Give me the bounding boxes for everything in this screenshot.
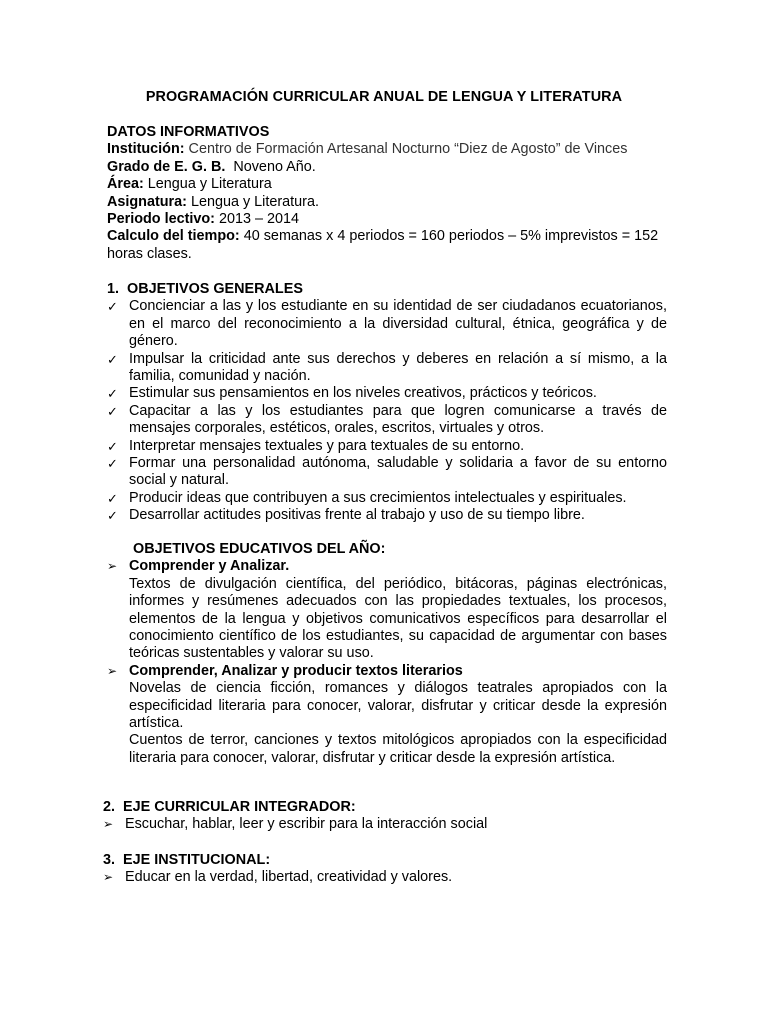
objetivos-generales-heading: 1. OBJETIVOS GENERALES [107, 281, 303, 297]
objetivos-educativos-heading: OBJETIVOS EDUCATIVOS DEL AÑO: [133, 541, 386, 557]
section-number: 2. [103, 799, 116, 815]
list-item: ➢ Escuchar, hablar, leer y escribir para la interacción social [103, 816, 488, 833]
list-item: ✓ Desarrollar actitudes positivas frente al trabajo y uso de su tiempo libre. [107, 507, 585, 524]
list-item: ✓ Concienciar a las y los estudiante en su identidad de ser ciudadanos ecuatorianos, en el marco del reconocimiento a la diversidad cultural, étnica, geográfica y de género. [107, 298, 667, 350]
document-title: PROGRAMACIÓN CURRICULAR ANUAL DE LENGUA Y LITERATURA [145, 89, 623, 105]
section-number: 1. [107, 281, 120, 297]
check-icon: ✓ [107, 456, 118, 472]
area-label: Área: [107, 176, 144, 193]
check-icon: ✓ [107, 438, 118, 454]
periodo-value: 2013 – 2014 [218, 211, 299, 228]
check-icon: ✓ [107, 403, 118, 419]
block-label: Comprender y Analizar. [129, 558, 290, 575]
periodo-label: Periodo lectivo: [107, 211, 215, 228]
objetivos-educativos-section [107, 541, 667, 767]
calculo-value: 40 semanas x 4 periodos = 160 periodos – 5% imprevistos = 152 horas clases. [107, 228, 659, 262]
list-item: ✓ Impulsar la criticidad ante sus derechos y deberes en relación a sí mismo, a la familia, comunidad y nación. [107, 350, 667, 385]
list-item [107, 663, 667, 680]
list-item [107, 558, 667, 575]
asignatura-label: Asignatura: [107, 193, 187, 210]
datos-heading: DATOS INFORMATIVOS [107, 124, 270, 140]
block-paragraph: Textos de divulgación científica, del periódico, bitácoras, páginas electrónicas, informes y resúmenes adecuados con las propiedades textuales, los procesos, elementos de la lengua y objetivos comunicativos específicos para desarrollar el conocimiento científico de los estudiantes, su capacidad de argumentar con bases teóricas sustentables y valorar su uso. [129, 575, 667, 662]
eje-curricular-section [103, 799, 663, 834]
area-value: Lengua y Literatura [147, 176, 272, 193]
check-icon: ✓ [107, 490, 118, 506]
list-item: ✓ Estimular sus pensamientos en los niveles creativos, prácticos y teóricos. [107, 385, 597, 402]
arrow-bullet-icon: ➢ [103, 817, 114, 832]
list-item: ✓ Formar una personalidad autónoma, saludable y solidaria a favor de su entorno social y natural. [107, 455, 667, 489]
check-icon: ✓ [107, 386, 118, 402]
list-item: ✓ Producir ideas que contribuyen a sus crecimientos intelectuales y espirituales. [107, 489, 627, 506]
calculo-label: Calculo del tiempo: [107, 228, 240, 245]
section-number: 3. [103, 852, 116, 868]
list-item: ✓ Capacitar a las y los estudiantes para que logren comunicarse a través de mensajes corporales, estéticos, orales, escritos, virtuales y otros. [107, 402, 667, 437]
check-icon: ✓ [107, 351, 118, 367]
check-icon: ✓ [107, 508, 118, 524]
arrow-bullet-icon: ➢ [107, 559, 118, 574]
periodo-line [107, 211, 662, 228]
asignatura-value: Lengua y Literatura. [190, 193, 319, 210]
eje-curricular-heading: 2. EJE CURRICULAR INTEGRADOR: [103, 799, 356, 815]
arrow-bullet-icon: ➢ [103, 870, 114, 885]
area-line [107, 176, 662, 193]
list-item: ✓ Interpretar mensajes textuales y para textuales de su entorno. [107, 437, 525, 454]
asignatura-line [107, 194, 662, 211]
datos-informativos [107, 124, 662, 263]
arrow-bullet-icon: ➢ [107, 663, 118, 678]
grado-value: Noveno Año. [233, 158, 316, 175]
institucion-value: Centro de Formación Artesanal Nocturno “Diez de Agosto” de Vinces [188, 141, 628, 158]
block-label: Comprender, Analizar y producir textos literarios [129, 662, 463, 679]
calculo-line [107, 228, 662, 263]
grado-line [107, 159, 662, 176]
institucion-label: Institución: [107, 141, 185, 158]
grado-label: Grado de E. G. B. [107, 158, 226, 175]
check-icon: ✓ [107, 299, 118, 315]
block-paragraph: Novelas de ciencia ficción, romances y diálogos teatrales apropiados con la especificidad literaria para conocer, valorar, disfrutar y criticar desde la expresión artística. Cuentos de terror, canciones y textos mitológicos apropiados con la especificidad literaria para conocer, valorar, disfrutar y criticar desde la expresión artística. [129, 680, 667, 766]
objetivos-generales-section [107, 281, 667, 525]
list-item: ➢ Educar en la verdad, libertad, creatividad y valores. [103, 869, 453, 886]
eje-institucional-section [103, 852, 663, 887]
institucion-line [107, 141, 662, 158]
eje-institucional-heading: 3. EJE INSTITUCIONAL: [103, 852, 271, 868]
